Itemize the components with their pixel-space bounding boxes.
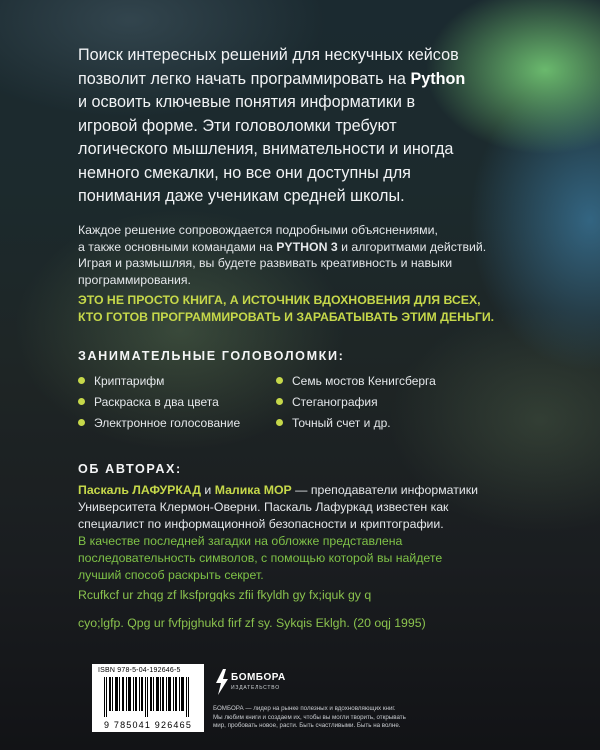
description-line: Каждое решение сопровождается подробными объяснениями, <box>78 223 438 237</box>
slogan-line: КТО ГОТОВ ПРОГРАММИРОВАТЬ И ЗАРАБАТЫВАТЬ ЭТИМ ДЕНЬГИ. <box>78 310 495 324</box>
riddle-line: лучший способ раскрыть секрет. <box>78 568 264 582</box>
publisher-logo <box>215 667 285 705</box>
intro-line <box>78 68 538 92</box>
puzzle-label: Электронное голосование <box>94 416 241 430</box>
publisher-line: Мы любим книги и создаем их, чтобы вы могли творить, открывать <box>213 713 406 721</box>
barcode <box>92 664 204 732</box>
intro-line: логического мышления, внимательности и иногда <box>78 140 454 158</box>
intro-line: немного смекалки, но все они доступны для <box>78 163 411 182</box>
authors-line <box>78 482 538 499</box>
authors-line: специалист по информационной безопасности и криптографии. <box>78 517 444 531</box>
bullet-icon <box>276 419 283 426</box>
puzzle-item <box>276 416 391 430</box>
python3-word: PYTHON 3 <box>276 239 338 254</box>
riddle-paragraph <box>78 533 538 584</box>
highlight-slogan <box>78 292 538 326</box>
puzzle-label: Стеганография <box>292 395 378 409</box>
bullet-icon <box>78 419 85 426</box>
riddle-line: последовательность символов, с помощью которой вы найдете <box>78 551 443 565</box>
intro-line: и освоить ключевые понятия информатики в <box>78 93 416 111</box>
puzzle-label: Криптарифм <box>94 374 165 388</box>
bullet-icon <box>276 398 283 405</box>
isbn-label: ISBN 978-5-04-192646-5 <box>98 667 181 674</box>
cipher-line: Rcufkcf ur zhqg zf lksfprgqks zfii fkyldh gy fx;iquk gy q <box>78 588 372 602</box>
bolt-icon <box>215 669 229 695</box>
authors-paragraph <box>78 482 538 533</box>
publisher-subtitle: ИЗДАТЕЛЬСТВО <box>231 685 280 691</box>
publisher-name: БОМБОРА <box>231 672 286 683</box>
puzzle-label: Семь мостов Кенигсберга <box>292 374 436 388</box>
authors-heading: ОБ АВТОРАХ: <box>78 462 182 476</box>
author-name: Паскаль ЛАФУРКАД <box>78 483 201 497</box>
description-text: а также основными командами на <box>78 239 277 254</box>
intro-line: игровой форме. Эти головоломки требуют <box>78 116 397 135</box>
intro-text: позволит легко начать программировать на <box>78 69 411 88</box>
description-line: программирования. <box>78 272 191 287</box>
description-line: Играя и размышляя, вы будете развивать креативность и навыки <box>78 256 453 270</box>
slogan-line: ЭТО НЕ ПРОСТО КНИГА, А ИСТОЧНИК ВДОХНОВЕНИЯ ДЛЯ ВСЕХ, <box>78 293 481 307</box>
barcode-bars-icon <box>104 677 192 717</box>
cipher-line: cyo;lgfp. Qpg ur fvfpjghukd firf zf sy. Sykqis Eklgh. (20 oqj 1995) <box>78 615 426 630</box>
author-name: Малика МОР <box>214 483 292 497</box>
puzzle-item <box>78 416 240 430</box>
authors-line: Университета Клермон-Оверни. Паскаль Лафуркад известен как <box>78 500 449 514</box>
riddle-line: В качестве последней загадки на обложке представлена <box>78 534 403 548</box>
intro-line: Поиск интересных решений для нескучных кейсов <box>78 46 459 64</box>
intro-paragraph <box>78 44 538 209</box>
description-line <box>78 239 538 256</box>
puzzle-label: Точный счет и др. <box>292 416 391 430</box>
authors-text: — преподаватели информатики <box>291 483 479 497</box>
description-paragraph <box>78 222 538 288</box>
puzzles-heading: ЗАНИМАТЕЛЬНЫЕ ГОЛОВОЛОМКИ: <box>78 349 345 363</box>
puzzle-item <box>78 395 219 409</box>
authors-text: и <box>200 483 215 497</box>
bullet-icon <box>276 377 283 384</box>
puzzle-item <box>276 374 436 388</box>
description-text: и алгоритмами действий. <box>337 239 487 254</box>
puzzle-label: Раскраска в два цвета <box>94 395 219 409</box>
publisher-line: БОМБОРА — лидер на рынке полезных и вдохновляющих книг. <box>213 705 396 712</box>
intro-line: понимания даже ученикам средней школы. <box>78 187 405 205</box>
barcode-number: 9 785041 926465 <box>103 720 193 730</box>
bullet-icon <box>78 377 85 384</box>
cipher-text <box>78 582 538 637</box>
publisher-description <box>213 705 513 731</box>
bullet-icon <box>78 398 85 405</box>
publisher-line: мир, пробовать новое, расти. Быть счастливыми. Быть на волне. <box>213 722 401 729</box>
puzzle-item <box>78 374 164 388</box>
puzzle-item <box>276 395 378 409</box>
python-word: Python <box>410 69 466 88</box>
